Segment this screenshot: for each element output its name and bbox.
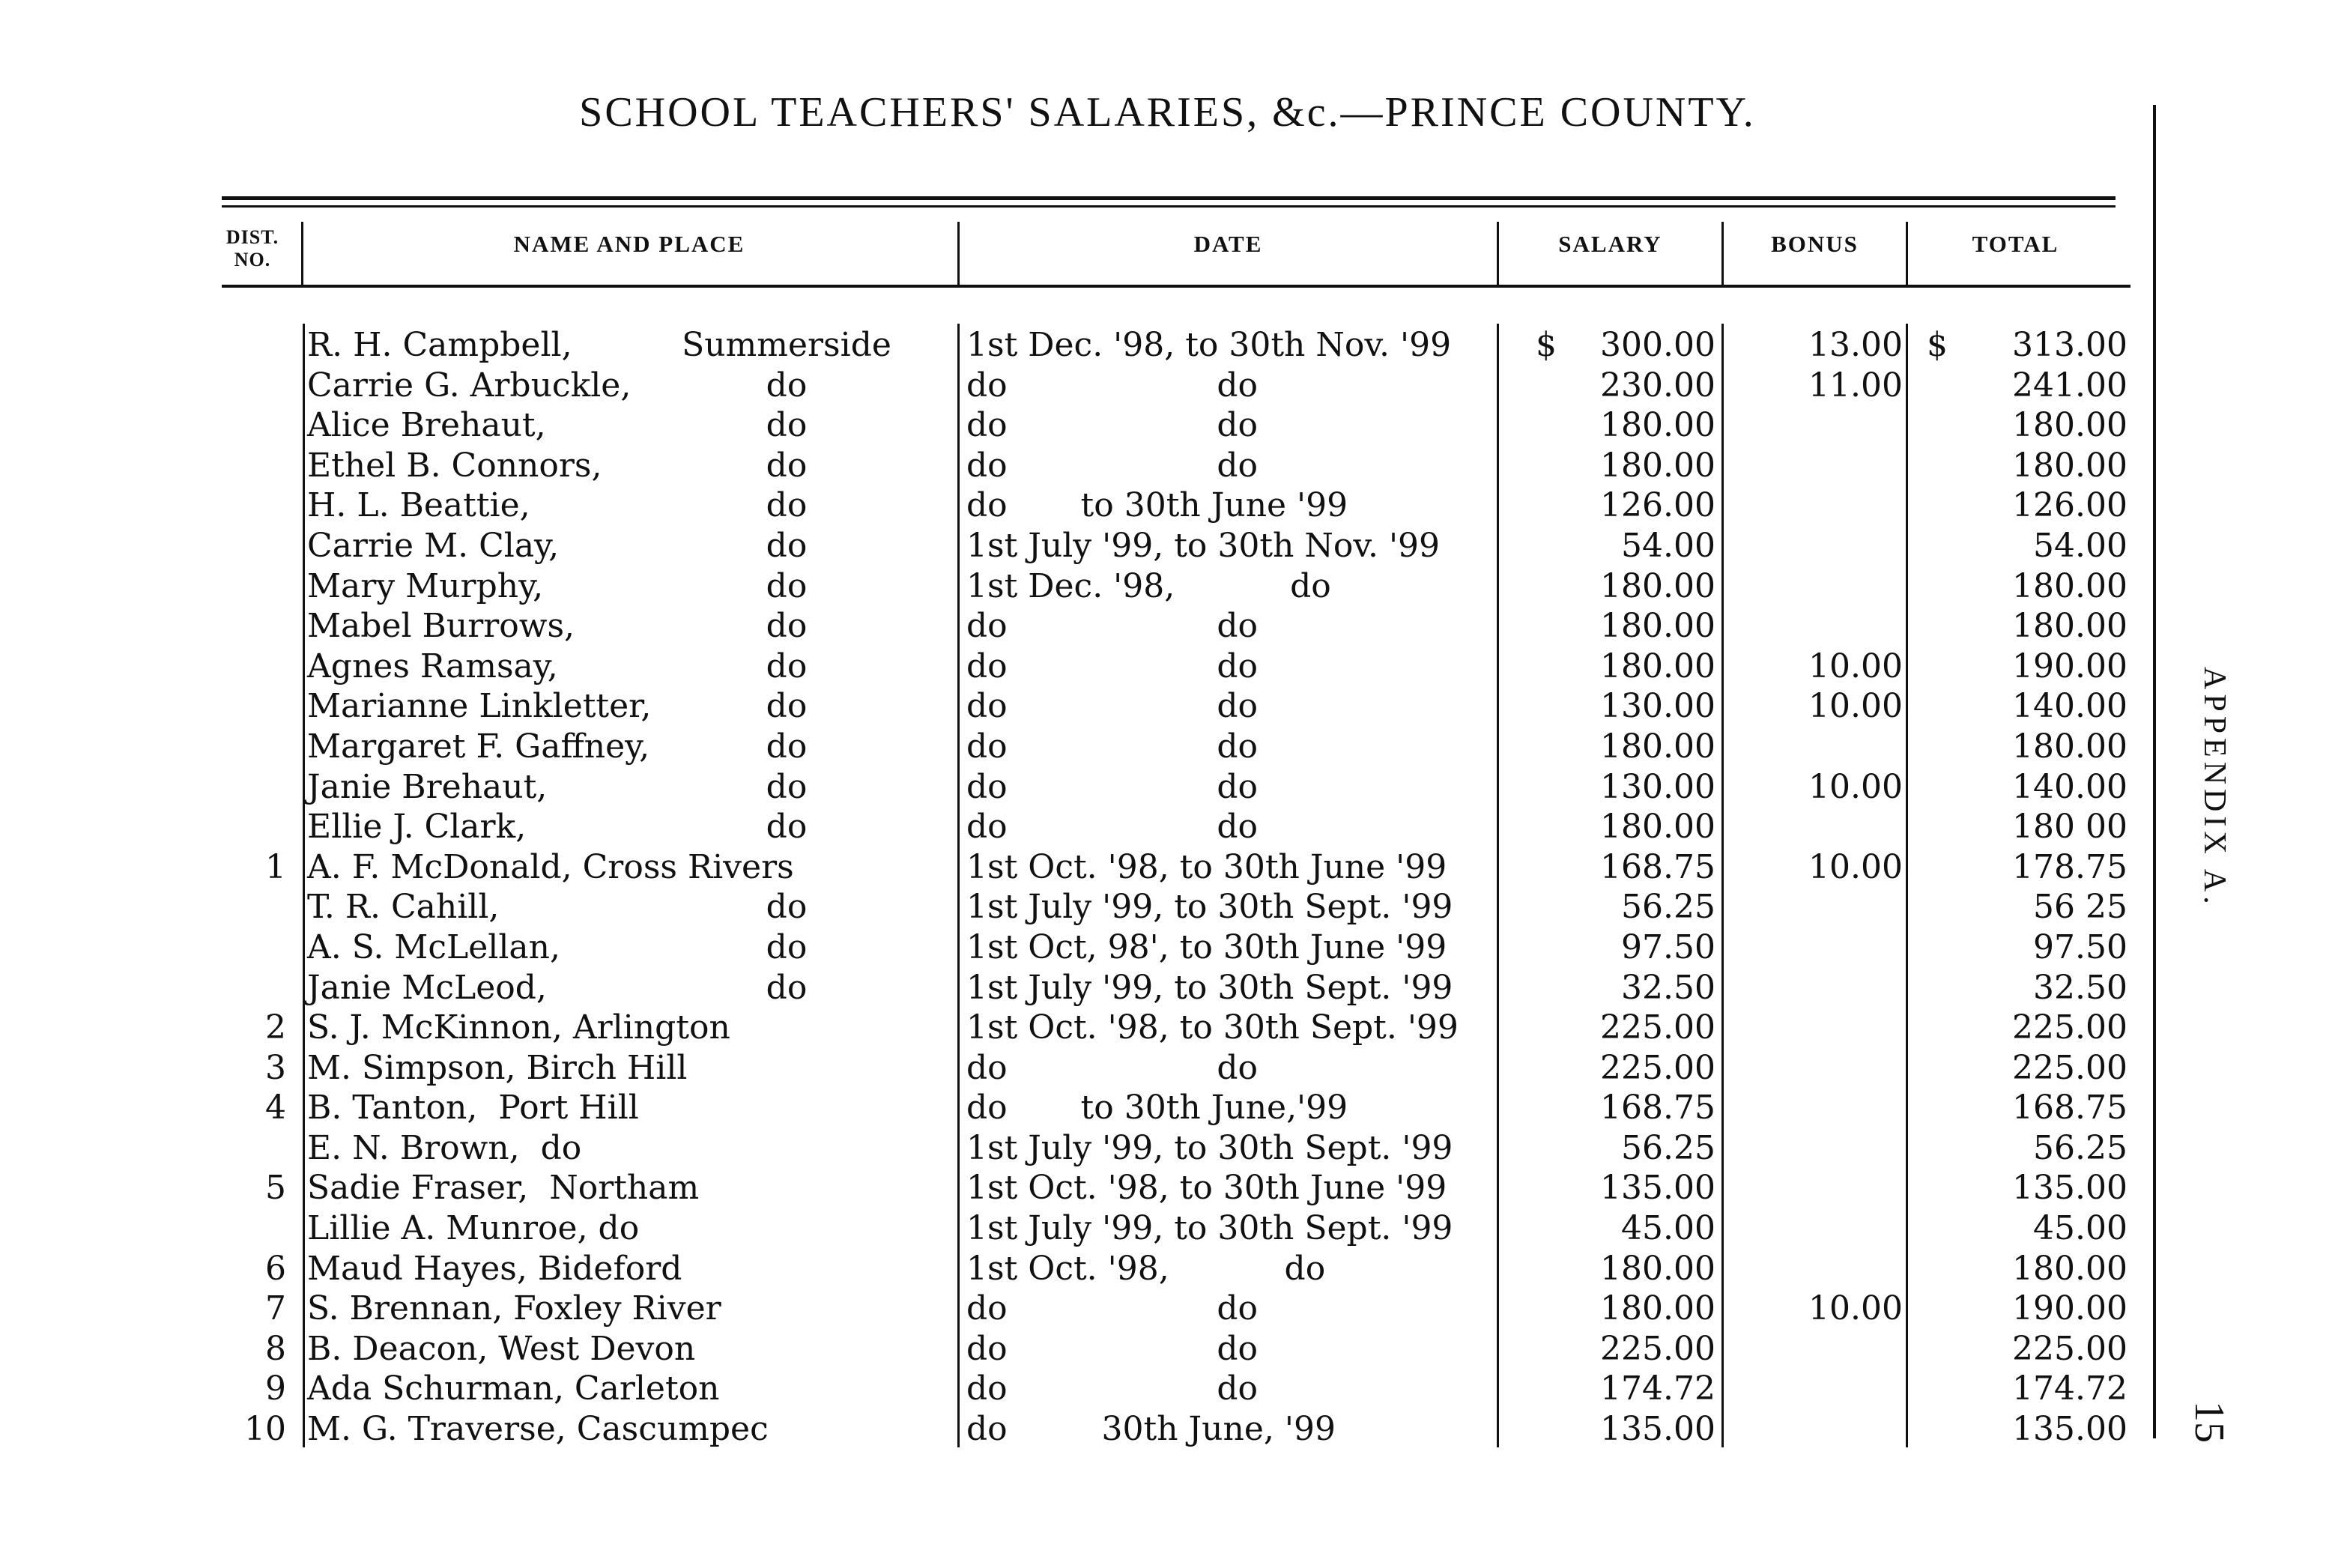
salary-value: 180.00: [1600, 727, 1715, 766]
page-number-text: 15: [2186, 1401, 2232, 1443]
table-row: [0, 366, 2150, 406]
salary-value: 180.00: [1600, 647, 1715, 685]
total-value: 313.00: [2012, 326, 2127, 364]
dist-number: 6: [265, 1249, 286, 1288]
place: Summerside: [682, 326, 891, 364]
page-number: [2186, 1401, 2236, 1461]
salary-value: 225.00: [1600, 1048, 1715, 1087]
date-range: 1st Oct. '98, to 30th Sept. '99: [966, 1008, 1459, 1047]
column-divider-date: [1497, 222, 1499, 286]
teacher-name: Lillie A. Munroe, do: [307, 1209, 640, 1248]
table-row: [0, 1249, 2150, 1289]
total-value: 45.00: [2033, 1209, 2127, 1248]
date-range: do to 30th June,'99: [966, 1089, 1348, 1127]
bonus-value: 13.00: [1808, 326, 1903, 364]
salary-value: 225.00: [1600, 1008, 1715, 1047]
date-range: do do: [966, 1369, 1259, 1408]
teacher-name: Janie Brehaut,: [307, 767, 548, 806]
salary-value: 168.75: [1600, 1089, 1715, 1127]
teacher-name: S. Brennan, Foxley River: [307, 1289, 721, 1328]
bonus-value: 10.00: [1808, 767, 1903, 806]
teacher-name: A. S. McLellan,: [307, 927, 560, 966]
total-value: 180.00: [2012, 727, 2127, 766]
date-range: do do: [966, 406, 1259, 445]
date-range: do do: [966, 1329, 1259, 1368]
table-row: [0, 1048, 2150, 1089]
bonus-value: 10.00: [1808, 687, 1903, 726]
place: do: [766, 607, 808, 646]
date-range: 1st July '99, to 30th Nov. '99: [966, 526, 1441, 565]
total-value: 225.00: [2012, 1048, 2127, 1087]
header-total: TOTAL: [1972, 231, 2059, 257]
place: do: [766, 366, 808, 405]
table-row: [0, 727, 2150, 767]
place: do: [766, 446, 808, 485]
date-range: do do: [966, 727, 1259, 766]
salary-value: 97.50: [1621, 927, 1715, 966]
right-margin-line: [2153, 105, 2156, 1438]
bonus-value: 10.00: [1808, 847, 1903, 886]
date-range: 1st July '99, to 30th Sept. '99: [966, 1128, 1453, 1167]
currency-symbol-salary: $: [1536, 326, 1557, 364]
place: do: [766, 526, 808, 565]
date-range: 1st July '99, to 30th Sept. '99: [966, 968, 1453, 1007]
teacher-name: Mabel Burrows,: [307, 607, 575, 646]
total-value: 168.75: [2012, 1089, 2127, 1127]
total-value: 180.00: [2012, 566, 2127, 605]
table-row: [0, 1008, 2150, 1048]
teacher-name: Alice Brehaut,: [307, 406, 546, 445]
header-underline: [222, 285, 2130, 288]
top-rule-second: [222, 205, 2116, 208]
total-value: 140.00: [2012, 687, 2127, 726]
column-divider-bonus: [1906, 222, 1908, 286]
date-range: 1st Oct. '98, to 30th June '99: [966, 1169, 1447, 1208]
teacher-name: Sadie Fraser, Northam: [307, 1169, 700, 1208]
total-value: 180.00: [2012, 1249, 2127, 1288]
salary-value: 300.00: [1600, 326, 1715, 364]
date-range: 1st July '99, to 30th Sept. '99: [966, 888, 1453, 927]
place: do: [766, 888, 808, 927]
date-range: do do: [966, 446, 1259, 485]
total-value: 126.00: [2012, 486, 2127, 525]
salary-value: 180.00: [1600, 406, 1715, 445]
teacher-name: E. N. Brown, do: [307, 1128, 582, 1167]
place: do: [766, 566, 808, 605]
salary-value: 168.75: [1600, 847, 1715, 886]
date-range: do do: [966, 366, 1259, 405]
salary-value: 135.00: [1600, 1410, 1715, 1449]
date-range: do do: [966, 607, 1259, 646]
teacher-name: Ellie J. Clark,: [307, 808, 527, 847]
total-value: 180.00: [2012, 406, 2127, 445]
teacher-name: R. H. Campbell,: [307, 326, 572, 364]
date-range: 1st Dec. '98, do: [966, 566, 1331, 605]
column-divider-name: [957, 222, 960, 286]
table-row: [0, 606, 2150, 647]
place: do: [766, 727, 808, 766]
salary-value: 180.00: [1600, 1249, 1715, 1288]
total-value: 180.00: [2012, 607, 2127, 646]
table-row: [0, 927, 2150, 968]
salary-value: 130.00: [1600, 687, 1715, 726]
teacher-name: B. Deacon, West Devon: [307, 1329, 696, 1368]
salary-value: 230.00: [1600, 366, 1715, 405]
teacher-name: Marianne Linkletter,: [307, 687, 652, 726]
table-row: [0, 1088, 2150, 1128]
salary-value: 180.00: [1600, 446, 1715, 485]
date-range: do do: [966, 808, 1259, 847]
total-value: 54.00: [2033, 526, 2127, 565]
dist-number: 8: [265, 1329, 286, 1368]
dist-number: 4: [265, 1089, 286, 1127]
table-row: [0, 1128, 2150, 1169]
teacher-name: Janie McLeod,: [307, 968, 547, 1007]
salary-value: 54.00: [1621, 526, 1715, 565]
date-range: do do: [966, 1048, 1259, 1087]
dist-number: 9: [265, 1369, 286, 1408]
total-value: 174.72: [2012, 1369, 2127, 1408]
date-range: do do: [966, 1289, 1259, 1328]
header-bonus: BONUS: [1771, 231, 1859, 257]
total-value: 178.75: [2012, 847, 2127, 886]
date-range: 1st Dec. '98, to 30th Nov. '99: [966, 326, 1452, 364]
total-value: 135.00: [2012, 1410, 2127, 1449]
date-range: 1st Oct, 98', to 30th June '99: [966, 927, 1447, 966]
date-range: do do: [966, 647, 1259, 685]
teacher-name: Ethel B. Connors,: [307, 446, 602, 485]
place: do: [766, 647, 808, 685]
total-value: 190.00: [2012, 647, 2127, 685]
place: do: [766, 808, 808, 847]
salary-value: 56.25: [1621, 1128, 1715, 1167]
total-value: 56.25: [2033, 1128, 2127, 1167]
date-range: 1st Oct. '98, do: [966, 1249, 1326, 1288]
table-row: [0, 485, 2150, 526]
salary-value: 130.00: [1600, 767, 1715, 806]
table-row: [0, 847, 2150, 888]
salary-value: 126.00: [1600, 486, 1715, 525]
table-row: [0, 807, 2150, 847]
teacher-name: Ada Schurman, Carleton: [307, 1369, 720, 1408]
teacher-name: B. Tanton, Port Hill: [307, 1089, 639, 1127]
salary-value: 135.00: [1600, 1169, 1715, 1208]
table-row: [0, 767, 2150, 808]
table-row: [0, 325, 2150, 366]
header-date: DATE: [1193, 231, 1263, 257]
top-rule: [222, 196, 2116, 200]
total-value: 140.00: [2012, 767, 2127, 806]
place: do: [766, 767, 808, 806]
teacher-name: M. G. Traverse, Cascumpec: [307, 1410, 769, 1449]
table-row: [0, 1329, 2150, 1369]
place: do: [766, 968, 808, 1007]
table-row: [0, 686, 2150, 727]
teacher-name: Margaret F. Gaffney,: [307, 727, 650, 766]
dist-number: 7: [265, 1289, 286, 1328]
table-row: [0, 1289, 2150, 1329]
teacher-name: Mary Murphy,: [307, 566, 544, 605]
table-row: [0, 1168, 2150, 1208]
table-row: [0, 526, 2150, 566]
page-title: SCHOOL TEACHERS' SALARIES, &c.—PRINCE COUNTY.: [579, 89, 1756, 136]
salary-table-body: [0, 325, 2150, 1450]
column-divider-salary: [1721, 222, 1724, 286]
salary-value: 180.00: [1600, 566, 1715, 605]
teacher-name: Carrie M. Clay,: [307, 526, 560, 565]
total-value: 241.00: [2012, 366, 2127, 405]
appendix-label-text: APPENDIX A.: [2197, 667, 2232, 909]
salary-value: 174.72: [1600, 1369, 1715, 1408]
table-row: [0, 1369, 2150, 1409]
table-row: [0, 887, 2150, 927]
teacher-name: H. L. Beattie,: [307, 486, 530, 525]
header-name-place: NAME AND PLACE: [513, 231, 745, 257]
total-value: 180.00: [2012, 446, 2127, 485]
header-salary: SALARY: [1558, 231, 1662, 257]
dist-number: 10: [244, 1410, 286, 1449]
header-dist-no: DIST. NO.: [225, 226, 279, 270]
currency-symbol-total: $: [1927, 326, 1948, 364]
total-value: 225.00: [2012, 1008, 2127, 1047]
place: do: [766, 486, 808, 525]
column-divider-dist: [301, 222, 303, 286]
total-value: 225.00: [2012, 1329, 2127, 1368]
table-row: [0, 566, 2150, 607]
total-value: 32.50: [2033, 968, 2127, 1007]
appendix-label: [2195, 667, 2240, 909]
teacher-name: Carrie G. Arbuckle,: [307, 366, 632, 405]
salary-value: 56.25: [1621, 888, 1715, 927]
total-value: 190.00: [2012, 1289, 2127, 1328]
total-value: 56 25: [2033, 888, 2127, 927]
salary-value: 45.00: [1621, 1209, 1715, 1248]
bonus-value: 10.00: [1808, 1289, 1903, 1328]
table-row: [0, 1208, 2150, 1249]
date-range: do 30th June, '99: [966, 1410, 1336, 1449]
salary-value: 32.50: [1621, 968, 1715, 1007]
bonus-value: 10.00: [1808, 647, 1903, 685]
teacher-name: Maud Hayes, Bideford: [307, 1249, 682, 1288]
table-row: [0, 446, 2150, 486]
bonus-value: 11.00: [1808, 366, 1903, 405]
date-range: do do: [966, 687, 1259, 726]
teacher-name: M. Simpson, Birch Hill: [307, 1048, 688, 1087]
total-value: 180 00: [2012, 808, 2127, 847]
date-range: 1st Oct. '98, to 30th June '99: [966, 847, 1447, 886]
teacher-name: S. J. McKinnon, Arlington: [307, 1008, 730, 1047]
date-range: do to 30th June '99: [966, 486, 1348, 525]
place: do: [766, 406, 808, 445]
date-range: do do: [966, 767, 1259, 806]
teacher-name: A. F. McDonald, Cross Rivers: [307, 847, 794, 886]
salary-value: 180.00: [1600, 808, 1715, 847]
table-row: [0, 647, 2150, 687]
dist-number: 1: [265, 847, 286, 886]
date-range: 1st July '99, to 30th Sept. '99: [966, 1209, 1453, 1248]
table-row: [0, 1409, 2150, 1450]
salary-value: 180.00: [1600, 1289, 1715, 1328]
table-row: [0, 968, 2150, 1008]
place: do: [766, 927, 808, 966]
dist-number: 3: [265, 1048, 286, 1087]
dist-number: 2: [265, 1008, 286, 1047]
dist-number: 5: [265, 1169, 286, 1208]
teacher-name: T. R. Cahill,: [307, 888, 500, 927]
salary-value: 180.00: [1600, 607, 1715, 646]
total-value: 135.00: [2012, 1169, 2127, 1208]
total-value: 97.50: [2033, 927, 2127, 966]
table-row: [0, 405, 2150, 446]
salary-value: 225.00: [1600, 1329, 1715, 1368]
teacher-name: Agnes Ramsay,: [307, 647, 558, 685]
place: do: [766, 687, 808, 726]
